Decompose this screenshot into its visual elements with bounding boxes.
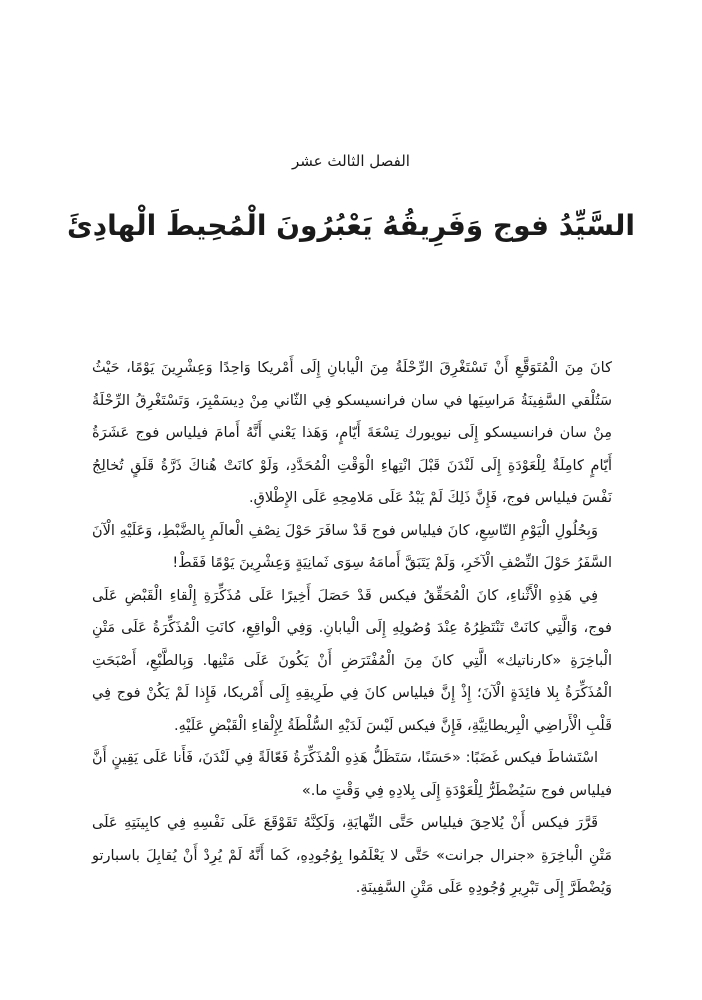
chapter-label: الفصل الثالث عشر (292, 152, 410, 170)
paragraph: اسْتَشاطَ فيكس غَضَبًا: «حَسَنًا، سَتَظَلُّ هَذِهِ الْمُذَكِّرَةُ فَعّالَةً فِي لَنْدَنَ، فَأَنا عَلَى يَقِينٍ أَنَّ فيلياس فوج سَيُضْطَرُّ لِلْعَوْدَةِ إِلَى بِلادِهِ فِي وَقْتٍ ما.» (92, 750, 612, 799)
paragraph: وَبِحُلُولِ الْيَوْمِ التّاسِعِ، كانَ فيلياس فوج قَدْ سافَرَ حَوْلَ نِصْفِ الْعالَمِ بِالضَّبْطِ، وَعَلَيْهِ الْآنَ السَّفَرُ حَوْلَ النِّصْفِ الْآخَرِ، وَلَمْ يَتَبَقَّ أَمامَهُ سِوَى ثَمانِيَةٍ وَعِشْرِينَ يَوْمًا فَقَطْ! (92, 522, 612, 571)
chapter-title: السَّيِّدُ فوج وَفَرِيقُهُ يَعْبُرُونَ الْمُحِيطَ الْهادِئَ (67, 209, 635, 242)
paragraph: قَرَّرَ فيكس أَنْ يُلاحِقَ فيلياس حَتَّى النِّهايَةِ، وَلَكِنَّهُ تَقَوْقَعَ عَلَى نَفْسِهِ فِي كابِينَتِهِ عَلَى مَتْنِ الْباخِرَةِ «جنرال جرانت» حَتَّى لا يَعْلَمُوا بِوُجُودِهِ، كَما أَنَّهُ لَمْ يُرِدْ أَنْ يُقابِلَ باسبارتو وَيُضْطَرَّ إِلَى تَبْرِيرِ وُجُودِهِ عَلَى مَتْنِ السَّفِينَةِ. (92, 815, 612, 896)
chapter-body (92, 352, 612, 905)
paragraph: فِي هَذِهِ الْأَثْناءِ، كانَ الْمُحَقِّقُ فيكس قَدْ حَصَلَ أَخِيرًا عَلَى مُذَكِّرَةِ إِلْقاءِ الْقَبْضِ عَلَى فوج، وَالَّتِي كانَتْ تَنْتَظِرُهُ عِنْدَ وُصُولِهِ إِلَى الْيابانِ. وَفِي الْواقِعِ، كانَتِ الْمُذَكِّرَةُ عَلَى مَتْنِ الْباخِرَةِ «كارناتيك» الَّتِي كانَ مِنَ الْمُفْتَرَضِ أَنْ يَكُونَ عَلَى مَتْنِها. وَبِالطَّبْعِ، أَصْبَحَتِ الْمُذَكِّرَةُ بِلا فائِدَةٍ الْآنَ؛ إِذْ إِنَّ فيلياس كانَ فِي طَرِيقِهِ إِلَى أَمْريكا، فَإِذا لَمْ يَكُنْ فوج فِي قَلْبِ الْأَراضِي الْبِريطانِيَّةِ، فَإِنَّ فيكس لَيْسَ لَدَيْهِ السُّلْطَةُ لِإِلْقاءِ الْقَبْضِ عَلَيْهِ. (92, 587, 612, 734)
paragraph: كانَ مِنَ الْمُتَوَقَّعِ أَنْ تَسْتَغْرِقَ الرِّحْلَةُ مِنَ الْيابانِ إِلَى أَمْريكا وَاحِدًا وَعِشْرِينَ يَوْمًا، حَيْثُ سَتُلْقي السَّفِينَةُ مَراسِيَها في سان فرانسيسكو فِي الثّاني مِنْ دِيسَمْبِرَ، وَتَسْتَغْرِقُ الرِّحْلَةُ مِنْ سان فرانسيسكو إِلَى نيويورك تِسْعَةَ أَيّامٍ، وَهَذا يَعْني أَنَّهُ أَمامَ فيلياس فوج عَشَرَةُ أَيّامٍ كامِلَةٌ لِلْعَوْدَةِ إِلَى لَنْدَنَ قَبْلَ انْتِهاءِ الْوَقْتِ الْمُحَدَّدِ، وَلَوْ كانَتْ هُناكَ ذَرَّةُ قَلَقٍ تُخالِجُ نَفْسَ فيلياس فوج، فَإِنَّ ذَلِكَ لَمْ يَبْدُ عَلَى مَلامِحِهِ عَلَى الإِطْلاقِ. (92, 360, 612, 506)
